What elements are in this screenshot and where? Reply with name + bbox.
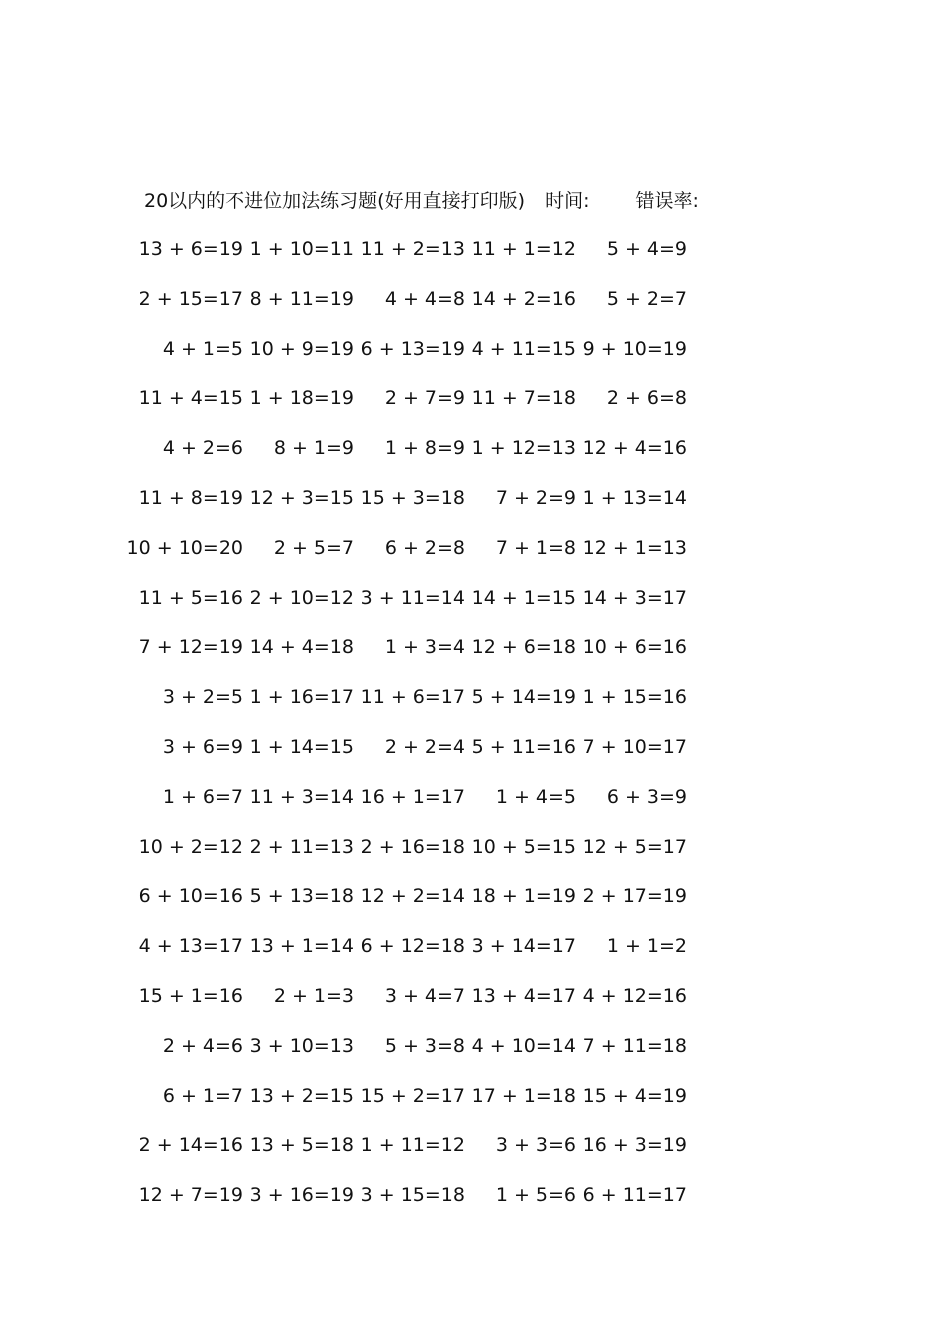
equation: 13 + 1=14 [249,935,354,958]
equation: 15 + 2=17 [360,1084,465,1107]
equation: 2 + 10=12 [249,586,354,609]
equation: 1 + 13=14 [582,487,687,509]
equation: 14 + 4=18 [249,636,354,659]
equation: 2 + 4=6 [162,1034,243,1057]
page-title: 20以内的不进位加法练习题(好用直接打印版) [144,190,526,212]
equation: 1 + 11=12 [360,1134,465,1157]
equation: 1 + 10=11 [249,238,354,260]
equation: 7 + 12=19 [138,636,243,659]
equation: 12 + 5=17 [582,835,687,858]
equation: 5 + 13=18 [249,885,354,908]
equation: 1 + 8=9 [384,437,465,460]
equation: 6 + 10=16 [138,885,243,908]
equation: 1 + 14=15 [249,736,354,758]
equation: 11 + 1=12 [471,238,576,260]
equation: 15 + 1=16 [138,985,243,1007]
equation: 3 + 2=5 [162,686,243,709]
equation: 2 + 14=16 [138,1134,243,1157]
equation: 5 + 2=7 [606,287,687,310]
equation: 2 + 15=17 [138,287,243,310]
equation: 3 + 4=7 [384,985,465,1007]
time-label: 时间: [545,190,590,212]
equation: 15 + 3=18 [360,487,465,509]
equation: 2 + 17=19 [582,885,687,908]
equation: 3 + 6=9 [162,736,243,758]
equation: 1 + 6=7 [162,785,243,808]
equation: 14 + 2=16 [471,287,576,310]
equation: 1 + 15=16 [582,686,687,709]
equation: 11 + 6=17 [360,686,465,709]
equation: 4 + 11=15 [471,337,576,360]
equation: 2 + 7=9 [384,387,465,410]
equation: 2 + 6=8 [606,387,687,410]
equation: 2 + 11=13 [249,835,354,858]
equation: 6 + 2=8 [384,536,465,559]
equation: 12 + 3=15 [249,487,354,509]
equation: 3 + 10=13 [249,1034,354,1057]
equation: 6 + 3=9 [606,785,687,808]
equation: 13 + 4=17 [471,985,576,1007]
equation: 6 + 12=18 [360,935,465,958]
equation: 16 + 3=19 [582,1134,687,1157]
equation: 13 + 5=18 [249,1134,354,1157]
equation: 16 + 1=17 [360,785,465,808]
equation: 10 + 10=20 [126,536,243,559]
equation: 1 + 12=13 [471,437,576,460]
equation: 10 + 5=15 [471,835,576,858]
equation: 14 + 1=15 [471,586,576,609]
equation: 4 + 10=14 [471,1034,576,1057]
equation: 8 + 11=19 [249,287,354,310]
equation: 12 + 7=19 [138,1184,243,1207]
equation: 18 + 1=19 [471,885,576,908]
equation: 11 + 7=18 [471,387,576,410]
equation: 4 + 2=6 [162,437,243,460]
equation: 1 + 3=4 [384,636,465,659]
equation: 7 + 10=17 [582,736,687,758]
equation: 2 + 2=4 [384,736,465,758]
equation: 11 + 3=14 [249,785,354,808]
equation: 3 + 3=6 [495,1134,576,1157]
equation: 14 + 3=17 [582,586,687,609]
equation: 1 + 18=19 [249,387,354,410]
equation: 15 + 4=19 [582,1084,687,1107]
equation: 4 + 13=17 [138,935,243,958]
equation: 10 + 2=12 [138,835,243,858]
equation: 1 + 16=17 [249,686,354,709]
equation: 5 + 11=16 [471,736,576,758]
equation: 2 + 1=3 [273,985,354,1007]
equation: 6 + 1=7 [162,1084,243,1107]
error-rate-label: 错误率: [635,190,699,212]
equation: 4 + 1=5 [162,337,243,360]
equation: 1 + 5=6 [495,1184,576,1207]
equation: 6 + 13=19 [360,337,465,360]
equation: 10 + 9=19 [249,337,354,360]
equation: 13 + 6=19 [138,238,243,260]
equation: 13 + 2=15 [249,1084,354,1107]
equation: 2 + 16=18 [360,835,465,858]
equation: 5 + 4=9 [606,238,687,260]
equation: 12 + 4=16 [582,437,687,460]
equation: 7 + 1=8 [495,536,576,559]
equation: 7 + 11=18 [582,1034,687,1057]
equation: 3 + 15=18 [360,1184,465,1207]
equation: 11 + 2=13 [360,238,465,260]
equation: 3 + 16=19 [249,1184,354,1207]
equation: 9 + 10=19 [582,337,687,360]
equation: 1 + 4=5 [495,785,576,808]
equation: 12 + 1=13 [582,536,687,559]
equation: 2 + 5=7 [273,536,354,559]
equation: 11 + 4=15 [138,387,243,410]
equation: 6 + 11=17 [582,1184,687,1207]
equation: 4 + 12=16 [582,985,687,1007]
equation: 11 + 8=19 [138,487,243,509]
equation: 10 + 6=16 [582,636,687,659]
equation: 3 + 14=17 [471,935,576,958]
equation: 4 + 4=8 [384,287,465,310]
equation: 12 + 6=18 [471,636,576,659]
equation: 3 + 11=14 [360,586,465,609]
equation: 11 + 5=16 [138,586,243,609]
equation: 7 + 2=9 [495,487,576,509]
equation: 5 + 3=8 [384,1034,465,1057]
equation: 8 + 1=9 [273,437,354,460]
equation: 12 + 2=14 [360,885,465,908]
equation: 17 + 1=18 [471,1084,576,1107]
equation: 1 + 1=2 [606,935,687,958]
equation: 5 + 14=19 [471,686,576,709]
